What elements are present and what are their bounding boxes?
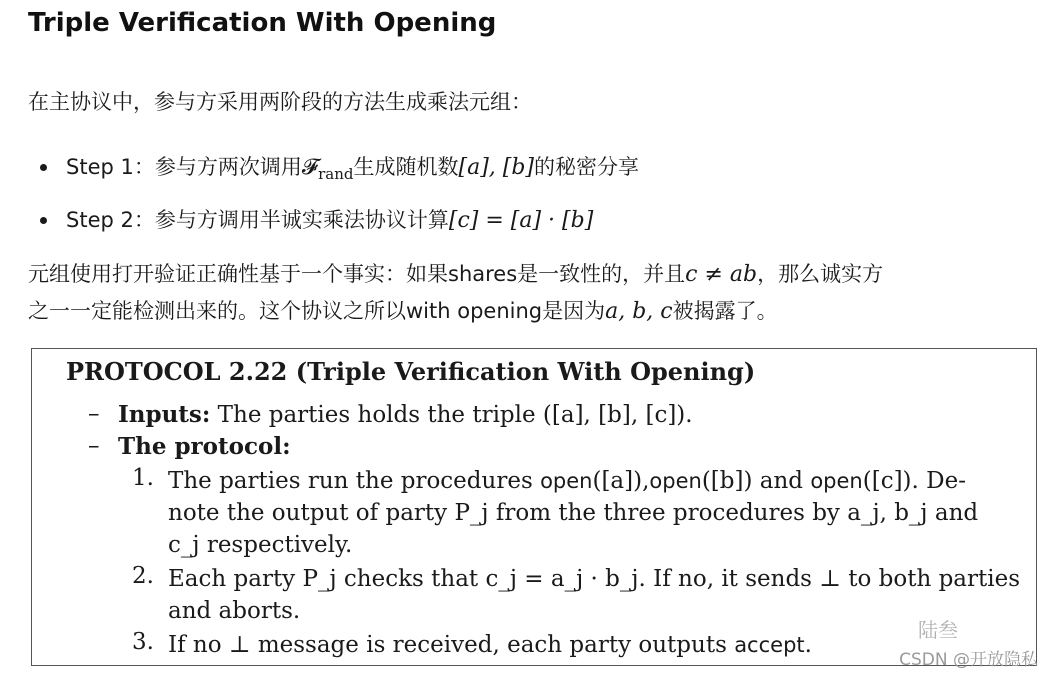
item-number: 2. [132, 563, 154, 589]
explanation-text-1: 元组使用打开验证正确性基于一个事实：如果shares是一致性的，并且 [28, 262, 686, 286]
accept-keyword: accept [734, 633, 805, 657]
item-3-text-b: . [804, 632, 812, 658]
protocol-box [31, 348, 1037, 666]
protocol-item-1 [168, 465, 1028, 561]
page-heading: Triple Verification With Opening [28, 8, 497, 38]
item-1-line-2: note the output of party P_j from the three procedures by a_j, b_j and [168, 500, 979, 526]
protocol-title: PROTOCOL 2.22 (Triple Verification With Opening) [66, 357, 756, 386]
explanation-paragraph [28, 256, 1038, 330]
item-number: 1. [132, 465, 154, 491]
item-1-text-c: ([b]) and [701, 468, 811, 494]
open-keyword: open [810, 469, 863, 493]
step-2-label: Step 2：参与方调用半诚实乘法协议计算 [66, 208, 449, 233]
explanation-text-4: 被揭露了。 [672, 299, 778, 323]
csdn-watermark: CSDN @开放隐私 [899, 650, 1038, 670]
explanation-text-2: ，那么诚实方 [757, 262, 884, 286]
protocol-inputs [118, 401, 693, 428]
step-1-tail: 的秘密分享 [534, 155, 640, 179]
item-1-text-a: The parties run the procedures [168, 468, 541, 494]
list-item-step-2 [28, 197, 639, 244]
list-item-step-1 [28, 144, 639, 197]
item-1-line-3: c_j respectively. [168, 532, 353, 558]
item-1-text-d: ([c]). De- [862, 468, 966, 494]
functionality-subscript: rand [318, 165, 354, 184]
explanation-math-2: a, b, c [605, 299, 673, 324]
inputs-label: Inputs: [118, 401, 211, 428]
item-2-line-2: and aborts. [168, 598, 301, 624]
item-1-text-b: ([a]), [592, 468, 650, 494]
step-1-math: [a], [b] [458, 155, 535, 180]
dash-marker: – [88, 433, 100, 459]
item-3-text-a: If no ⊥ message is received, each party outputs [168, 632, 735, 658]
wechat-watermark: 陆叁 [918, 618, 958, 642]
protocol-item-2 [168, 563, 1028, 627]
inputs-text: The parties holds the triple ([a], [b], [c]). [217, 402, 693, 428]
step-1-text: 生成随机数 [353, 155, 459, 179]
step-1-label: Step 1：参与方两次调用 [66, 155, 302, 179]
item-number: 3. [132, 629, 154, 655]
intro-paragraph: 在主协议中，参与方采用两阶段的方法生成乘法元组： [28, 90, 532, 114]
open-keyword: open [649, 469, 702, 493]
step-list [28, 144, 639, 244]
item-2-line-1: Each party P_j checks that c_j = a_j · b_j. If no, it sends ⊥ to both parties [168, 566, 1021, 592]
protocol-label-line [118, 433, 291, 460]
functionality-symbol: 𝓕 [301, 155, 319, 180]
step-2-math: [c] = [a] · [b] [448, 208, 594, 234]
protocol-label: The protocol: [118, 433, 291, 460]
dash-marker: – [88, 401, 100, 427]
explanation-math-1: c ≠ ab [685, 262, 758, 287]
explanation-text-3: 之一一定能检测出来的。这个协议之所以with opening是因为 [28, 299, 606, 323]
open-keyword: open [540, 469, 593, 493]
